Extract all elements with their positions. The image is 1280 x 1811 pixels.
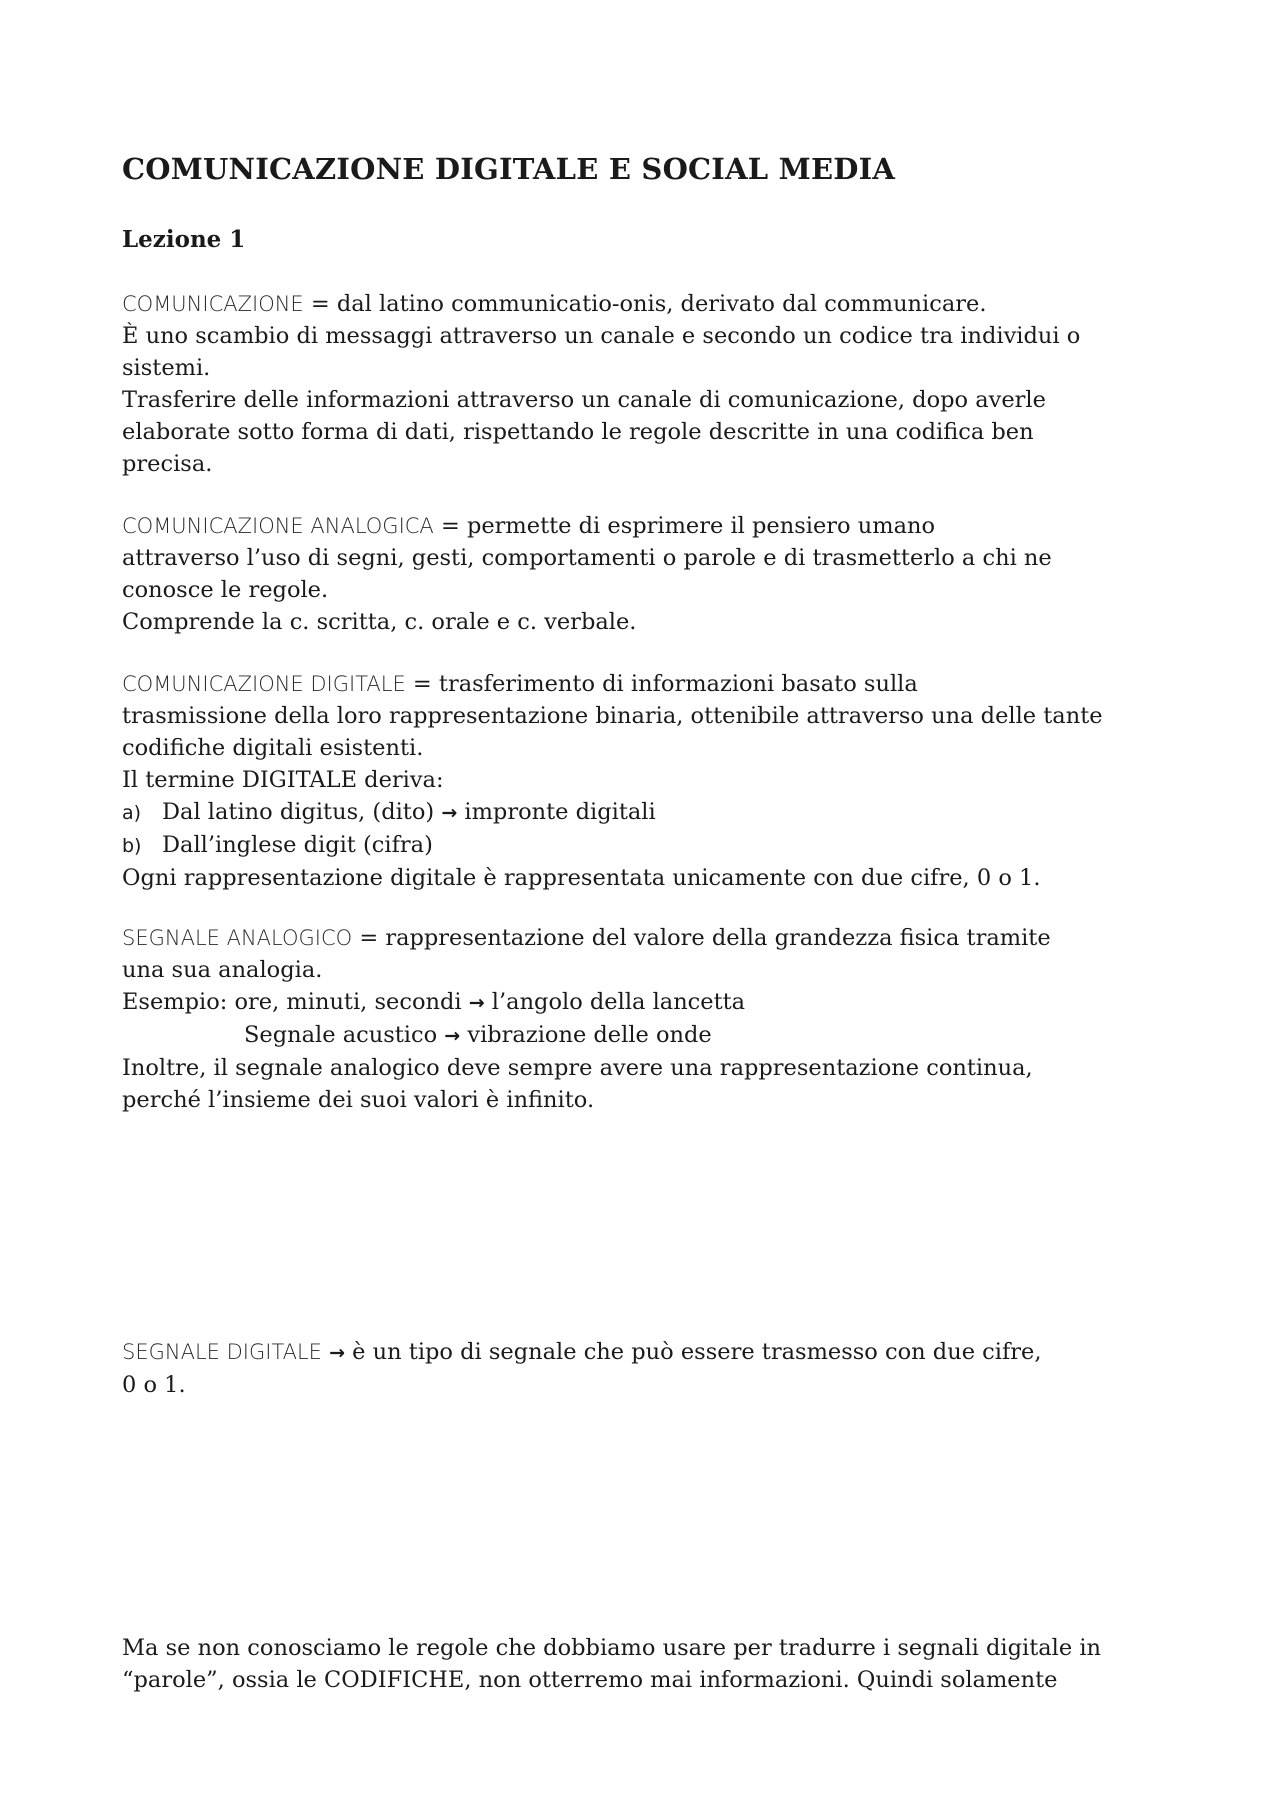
list-item-a: [122, 796, 1182, 829]
text-fragment: = trasferimento di informazioni basato sulla: [405, 671, 918, 697]
comunicazione-paragraph: [122, 288, 1182, 480]
right-arrow-icon: →: [468, 992, 485, 1014]
digitale-line-1: [122, 668, 1182, 700]
right-arrow-icon: →: [444, 1025, 461, 1047]
digitale-term: COMUNICAZIONE DIGITALE: [122, 672, 406, 696]
digitale-line-2: trasmissione della loro rappresentazione binaria, ottenibile attraverso una delle tante: [122, 703, 1103, 729]
analogica-line-1: [122, 510, 1182, 542]
codifiche-line-1: Ma se non conosciamo le regole che dobbiamo usare per tradurre i segnali digitale in: [122, 1635, 1102, 1661]
text-fragment: = dal latino communicatio-onis, derivato dal communicare.: [303, 291, 987, 317]
segnale-analogico-term: SEGNALE ANALOGICO: [122, 926, 353, 950]
text-fragment: Esempio: ore, minuti, secondi: [122, 989, 469, 1015]
text-fragment: = permette di esprimere il pensiero umano: [433, 513, 936, 539]
digitale-paragraph: [122, 668, 1182, 894]
segnale-analogico-example-1: [122, 986, 1182, 1019]
segnale-digitale-line-2: 0 o 1.: [122, 1372, 186, 1398]
comunicazione-line-2: È uno scambio di messaggi attraverso un canale e secondo un codice tra individui o: [122, 323, 1081, 349]
text-fragment: Dall’inglese digit (cifra): [162, 832, 433, 858]
text-fragment: vibrazione delle onde: [460, 1022, 712, 1048]
comunicazione-term: COMUNICAZIONE: [122, 292, 304, 316]
analogica-paragraph: [122, 510, 1182, 638]
list-item-b: [122, 829, 1182, 862]
segnale-analogico-paragraph: [122, 922, 1182, 1116]
text-fragment: Dal latino digitus, (dito): [162, 799, 442, 825]
analogica-line-3: conosce le regole.: [122, 577, 329, 603]
comunicazione-line-6: precisa.: [122, 451, 213, 477]
codifiche-paragraph: [122, 1632, 1182, 1696]
text-fragment: è un tipo di segnale che può essere trasmesso con due cifre,: [345, 1339, 1042, 1365]
comunicazione-line-4: Trasferire delle informazioni attraverso un canale di comunicazione, dopo averle: [122, 387, 1046, 413]
segnale-analogico-line-2: una sua analogia.: [122, 957, 323, 983]
document-title: COMUNICAZIONE DIGITALE E SOCIAL MEDIA: [122, 152, 896, 186]
segnale-digitale-term: SEGNALE DIGITALE: [122, 1340, 322, 1364]
text-fragment: Segnale acustico: [244, 1022, 445, 1048]
comunicazione-line-5: elaborate sotto forma di dati, rispettando le regole descritte in una codifica ben: [122, 419, 1034, 445]
text-fragment: l’angolo della lancetta: [484, 989, 746, 1015]
segnale-digitale-paragraph: [122, 1336, 1182, 1401]
right-arrow-icon: →: [329, 1342, 346, 1364]
segnale-analogico-line-6: perché l’insieme dei suoi valori è infinito.: [122, 1087, 595, 1113]
analogica-line-4: Comprende la c. scritta, c. orale e c. verbale.: [122, 609, 637, 635]
segnale-analogico-line-5: Inoltre, il segnale analogico deve sempre avere una rappresentazione continua,: [122, 1055, 1033, 1081]
analogica-line-2: attraverso l’uso di segni, gesti, comportamenti o parole e di trasmetterlo a chi ne: [122, 545, 1052, 571]
right-arrow-icon: →: [441, 802, 458, 824]
analogica-term: COMUNICAZIONE ANALOGICA: [122, 514, 434, 538]
segnale-analogico-line-1: [122, 922, 1182, 954]
segnale-digitale-line-1: [122, 1336, 1182, 1369]
text-fragment: = rappresentazione del valore della grandezza fisica tramite: [352, 925, 1051, 951]
list-marker: b): [122, 835, 142, 857]
digitale-line-3: codifiche digitali esistenti.: [122, 735, 424, 761]
text-fragment: impronte digitali: [457, 799, 656, 825]
digitale-closing: Ogni rappresentazione digitale è rappresentata unicamente con due cifre, 0 o 1.: [122, 865, 1041, 891]
comunicazione-line-1: [122, 288, 1182, 320]
digitale-line-4: Il termine DIGITALE deriva:: [122, 767, 444, 793]
list-marker: a): [122, 802, 142, 824]
comunicazione-line-3: sistemi.: [122, 355, 211, 381]
codifiche-line-2: “parole”, ossia le CODIFICHE, non otterremo mai informazioni. Quindi solamente: [122, 1667, 1058, 1693]
segnale-analogico-example-2: [122, 1019, 1182, 1052]
lesson-heading: Lezione 1: [122, 226, 246, 253]
